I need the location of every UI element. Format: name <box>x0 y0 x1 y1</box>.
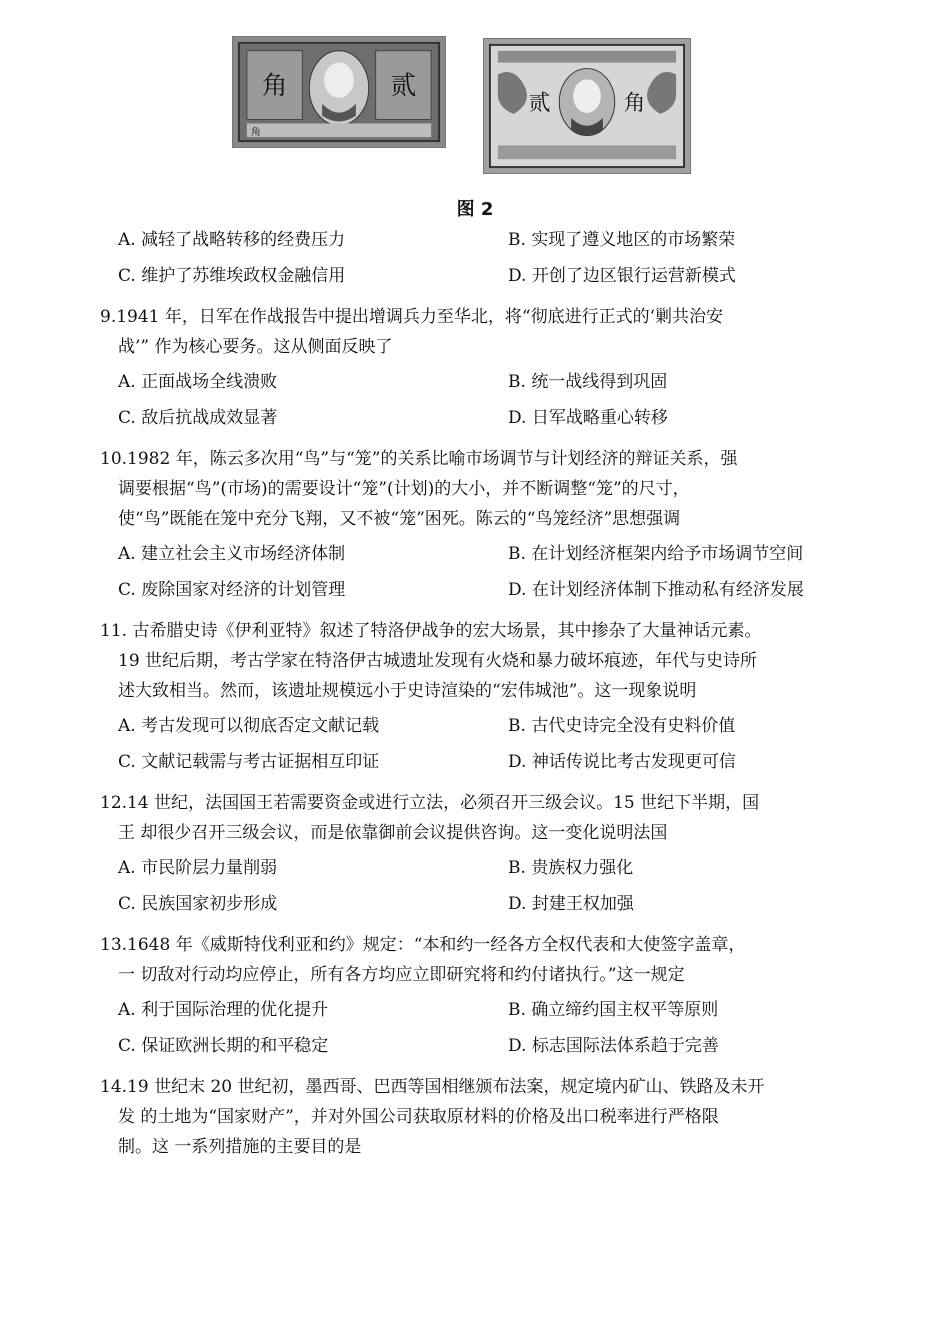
banknote-right <box>483 38 691 174</box>
option-b: B. 统一战线得到巩固 <box>508 372 668 392</box>
question-14: 14.19 世纪末 20 世纪初，墨西哥、巴西等国相继颁布法案，规定境内矿山、铁路及未开 发 的土地为“国家财产”，并对外国公司获取原材料的价格及出口税率进行严格限 制。这 一系列措施的主要目的是 <box>100 1077 765 1157</box>
figure-caption: 图 2 <box>456 199 494 220</box>
option-c: C. 文献记载需与考古证据相互印证 <box>118 752 380 772</box>
question-13-options <box>118 998 860 1058</box>
option-d: D. 封建王权加强 <box>508 894 634 914</box>
option-a: A. 市民阶层力量削弱 <box>118 858 278 878</box>
figure-banknotes <box>0 30 950 180</box>
option-c: C. 敌后抗战成效显著 <box>118 408 278 428</box>
option-c: C. 民族国家初步形成 <box>118 894 278 914</box>
note-left-corner: 角 <box>250 127 261 139</box>
option-b: B. 贵族权力强化 <box>508 858 634 878</box>
option-a: A. 正面战场全线溃败 <box>118 372 278 392</box>
option-d: D. 日军战略重心转移 <box>508 408 668 428</box>
option-d: D. 在计划经济体制下推动私有经济发展 <box>508 580 804 600</box>
option-c: C. 维护了苏维埃政权金融信用 <box>118 266 346 286</box>
option-a: A. 考古发现可以彻底否定文献记载 <box>118 716 380 736</box>
question-12-options <box>118 856 860 916</box>
option-d: D. 开创了边区银行运营新模式 <box>508 266 736 286</box>
option-c: C. 保证欧洲长期的和平稳定 <box>118 1036 329 1056</box>
note-right-denom-2: 角 <box>623 90 646 116</box>
note-right-denom-1: 贰 <box>528 90 551 116</box>
exam-content <box>100 228 860 1170</box>
option-a: A. 利于国际治理的优化提升 <box>118 1000 329 1020</box>
option-b: B. 在计划经济框架内给予市场调节空间 <box>508 544 804 564</box>
question-11: 11. 古希腊史诗《伊利亚特》叙述了特洛伊战争的宏大场景，其中掺杂了大量神话元素。 19 世纪后期，考古学家在特洛伊古城遗址发现有火烧和暴力破坏痕迹，年代与史诗所 述大致相当。然而，该遗址规模远小于史诗渲染的“宏伟城池”。这一现象说明 <box>100 621 762 701</box>
question-11-options <box>118 714 860 774</box>
question-9-options <box>118 370 860 430</box>
option-b: B. 实现了遵义地区的市场繁荣 <box>508 230 736 250</box>
question-9: 9.1941 年，日军在作战报告中提出增调兵力至华北，将“彻底进行正式的‘剿共治安 战’” 作为核心要务。这从侧面反映了 <box>100 307 723 357</box>
banknote-left <box>232 36 446 148</box>
question-12: 12.14 世纪，法国国王若需要资金或进行立法，必须召开三级会议。15 世纪下半期，国 王 却很少召开三级会议，而是依靠御前会议提供咨询。这一变化说明法国 <box>100 793 760 843</box>
note-left-denom-1: 角 <box>261 71 288 101</box>
option-b: B. 确立缔约国主权平等原则 <box>508 1000 719 1020</box>
note-left-denom-2: 贰 <box>390 71 417 101</box>
prev-question-options <box>118 228 860 288</box>
option-a: A. 减轻了战略转移的经费压力 <box>118 230 346 250</box>
question-13: 13.1648 年《威斯特伐利亚和约》规定：“本和约一经各方全权代表和大使签字盖章， 一 切敌对行动均应停止，所有各方均应立即研究将和约付诸执行。”这一规定 <box>100 935 746 985</box>
question-10-options <box>118 542 860 602</box>
option-d: D. 神话传说比考古发现更可信 <box>508 752 736 772</box>
option-b: B. 古代史诗完全没有史料价值 <box>508 716 736 736</box>
option-d: D. 标志国际法体系趋于完善 <box>508 1036 719 1056</box>
option-c: C. 废除国家对经济的计划管理 <box>118 580 346 600</box>
option-a: A. 建立社会主义市场经济体制 <box>118 544 346 564</box>
question-10: 10.1982 年，陈云多次用“鸟”与“笼”的关系比喻市场调节与计划经济的辩证关系，强 调要根据“鸟”(市场)的需要设计“笼”(计划)的大小，并不断调整“笼”的尺寸， 使“鸟”既能在笼中充分飞翔，又不被“笼”困死。陈云的“鸟笼经济”思想强调 <box>100 449 738 529</box>
